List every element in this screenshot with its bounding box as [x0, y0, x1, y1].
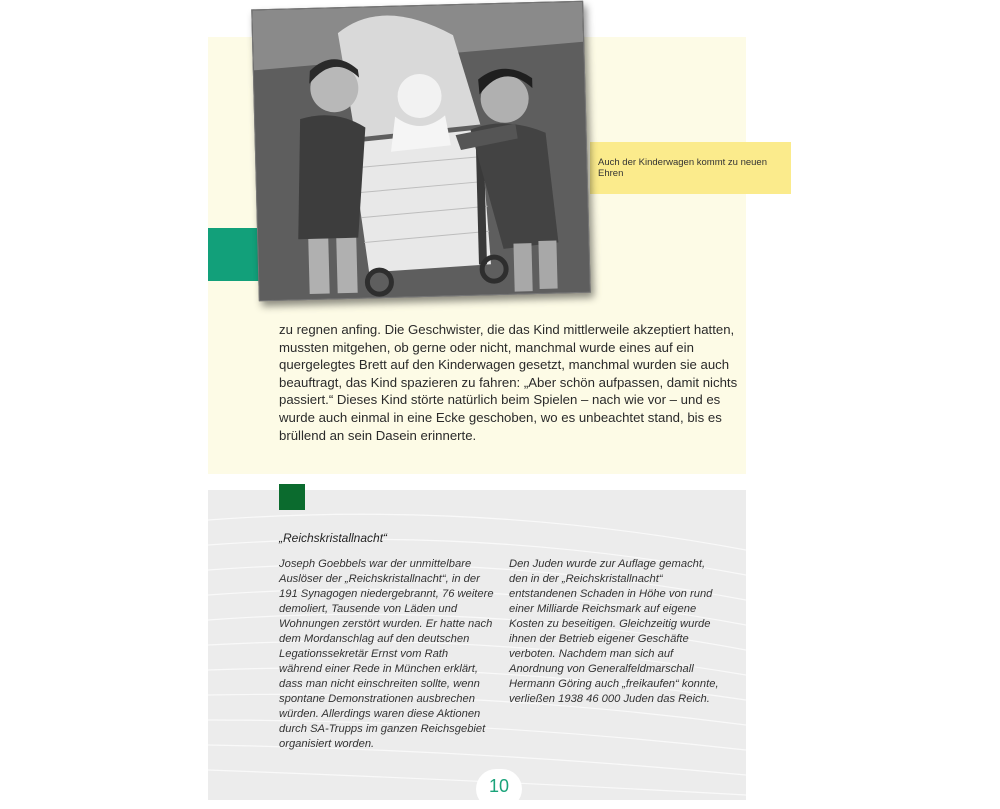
photo-illustration [252, 2, 589, 301]
info-box-left-column: Joseph Goebbels war der unmittelbare Auslöser der „Reichskristallnacht“, in der 191 Synagogen niedergebrannt, 76 weitere demoliert, Tausende von Läden und Wohnungen zerstört wurden. Er hatte nach dem Mordanschlag auf den deutschen Legationssekretär Ernst vom Rath während einer Rede in München erklärt, dass man nicht einschreiten sollte, wenn spontane Demonstrationen ausbrechen würden. Allerdings waren diese Aktionen durch SA-Trupps im ganzen Reichsgebiet organisiert worden. [279, 558, 494, 750]
info-box-title: „Reichskristallnacht“ [279, 531, 388, 545]
body-paragraph: zu regnen anfing. Die Geschwister, die das Kind mittlerweile akzeptiert hatten, mussten mitgehen, ob gerne oder nicht, manchmal wurde eines auf ein quergelegtes Brett auf den Kinderwagen gesetzt, manchmal wurden sie auch beauftragt, das Kind spazieren zu fahren: „Aber schön aufpassen, damit nichts passiert.“ Dieses Kind störte natürlich beim Spielen – nach wie vor – und es wurde auch einmal in eine Ecke geschoben, wo es unbeachtet stand, bis es brüllend an sein Dasein erinnerte. [279, 322, 738, 443]
page-number: 10 [488, 776, 510, 796]
historical-photo [251, 1, 591, 302]
info-box-right-column: Den Juden wurde zur Auflage gemacht, den in der „Reichskristallnacht“ entstandenen Schaden in Höhe von rund einer Milliarde Reichsmark auf eigene Kosten zu beseitigen. Gleichzeitig wurde ihnen der Betrieb eigener Geschäfte verboten. Nachdem man sich auf Anordnung von Generalfeldmarschall Hermann Göring auch „freikaufen“ konnte, verließen 1938 46 000 Juden das Reich. [509, 558, 719, 705]
dark-green-square [279, 484, 305, 510]
photo-caption: Auch der Kinderwagen kommt zu neuen Ehren [598, 157, 767, 179]
